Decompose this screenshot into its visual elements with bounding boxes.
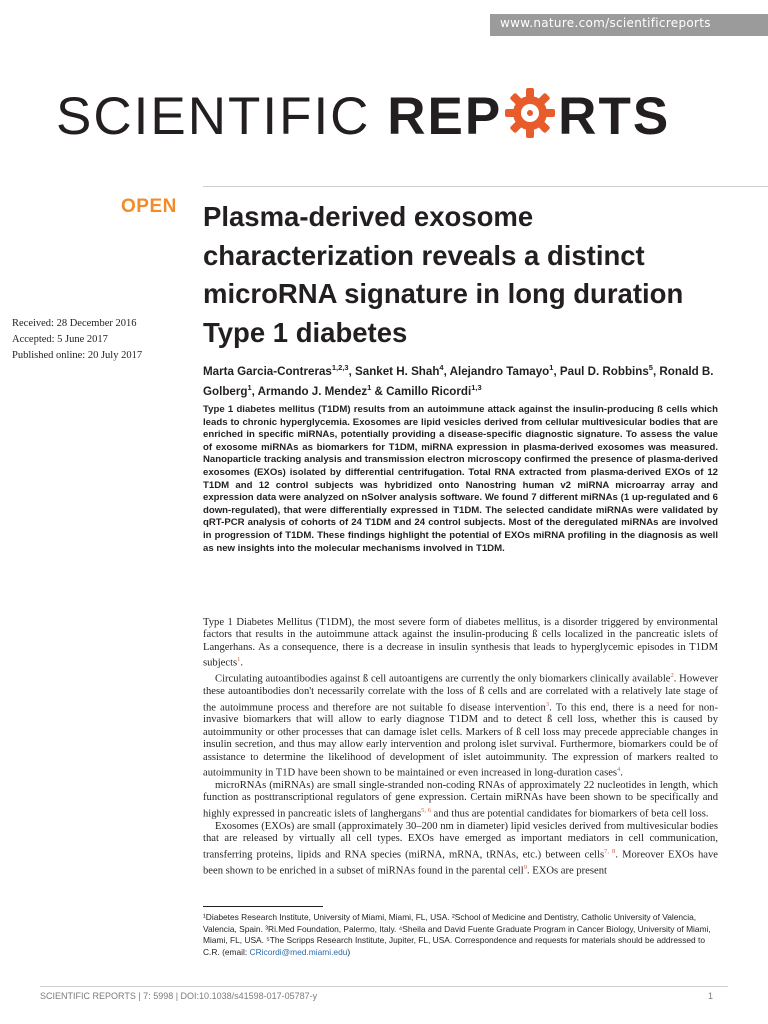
author-affiliation-marker: 5 — [648, 363, 653, 372]
footer-citation: SCIENTIFIC REPORTS | 7: 5998 | DOI:10.1038/s41598-017-05787-y — [40, 991, 318, 1001]
journal-logo-light: SCIENTIFIC — [56, 87, 388, 146]
author-affiliation-marker: 1 — [367, 382, 372, 392]
author-affiliation-marker: 1,2,3 — [331, 363, 349, 372]
journal-url-bar — [490, 14, 768, 36]
correspondence-close: ) — [347, 946, 351, 957]
body-paragraph: Type 1 Diabetes Mellitus (T1DM), the most severe form of diabetes mellitus, is a disorder triggered by environmental factors that results in the autoimmune attack against the insulin-producing ß cells localized in the pancreatic islets of Langerhans. As a consequence, there is a decrease in insulin synthesis that leads to hyperglycemic episodes in T1DM subjects$^1$. — [203, 617, 718, 669]
citation-reference-link[interactable]: 9 — [523, 863, 527, 871]
author-separator: & — [371, 384, 387, 398]
citation-reference-link[interactable]: 4 — [617, 766, 621, 774]
citation-reference-link[interactable]: 1 — [237, 656, 241, 664]
correspondence: Correspondence and requests for materials should be addressed to C.R. (email: — [203, 935, 706, 957]
journal-logo — [56, 82, 670, 152]
journal-url[interactable]: www.nature.com/scientificreports — [500, 16, 711, 30]
author-separator: , — [443, 364, 450, 378]
journal-logo-bold-b: RTS — [558, 87, 671, 146]
author-name: Paul D. Robbins — [559, 364, 649, 378]
citation-reference-link[interactable]: 3 — [545, 700, 550, 708]
author-affiliation-marker: 4 — [439, 363, 444, 372]
author-affiliation-marker: 1 — [549, 363, 554, 372]
body-paragraph: Circulating autoantibodies against ß cell autoantigens are currently the only biomarkers clinically available$^2$. However these autoantibodies don't necessarily correlate with the loss of ß cells and are correlated with a relatively late stage of the autoimmune process and therefore are not suitable fo disease intervention$^3$. To this end, there is a need for non-invasive biomarkers that will allow to early diagnose T1DM and to detect ß cell loss, whether this is caused by autoimmunity or other processes that can damage islet cells. Markers of ß cell loss may precede appreciable changes in insulin secretion, and thus may allow early intervention and prolong islet survival. Furthermore, biomarkers could be of assistance to determine the likelihood of development of islet autoimmunity. The expression of markers realted to autoimmunity in T1D have been shown to be maintained or even increased in long-duration cases$^4$. — [203, 672, 718, 779]
gear-icon — [502, 85, 558, 159]
author-separator: , — [251, 384, 258, 398]
footnote-divider — [203, 906, 323, 907]
footnotes — [203, 912, 718, 958]
author-affiliation-marker: 1,3 — [471, 382, 482, 392]
body-paragraph: Exosomes (EXOs) are small (approximately 30–200 nm in diameter) lipid vesicles derived from multivesicular bodies that are released by virtually all cell types. EXOs have emerged as important mediators in cell communication, transferring proteins, lipids and RNA species (miRNA, mRNA, tRNAs, etc.) between cells$^{7, 8}$. Moreover EXOs have been shown to be enriched in a subset of miRNAs found in the parental cell$^9$. EXOs are present — [203, 820, 718, 877]
journal-logo-bold-a: REP — [387, 87, 503, 146]
author-name: Sanket H. Shah — [355, 364, 440, 378]
body-text — [203, 617, 718, 877]
author-name: Marta Garcia-Contreras — [203, 364, 332, 378]
accepted-date: Accepted: 5 June 2017 — [12, 334, 108, 345]
author-name: Camillo Ricordi — [386, 384, 472, 398]
affiliations: ¹Diabetes Research Institute, University of Miami, Miami, FL, USA. ²School of Medicine and Dentistry, Catholic University of Valencia, Valencia, Spain. ³Ri.Med Foundation, Palermo, Italy. ⁴Sheila and David Fuente Graduate Program in Cancer Biology, University of Miami, Miami, FL, USA. ⁵The Scripps Research Institute, Jupiter, FL, USA. — [203, 912, 711, 946]
author-name: Ronald B. Golberg — [203, 364, 714, 398]
citation-reference-link[interactable]: 2 — [670, 672, 674, 680]
article-title: Plasma-derived exosome characterization reveals a distinct microRNA signature in long duration Type 1 diabetes — [203, 201, 684, 348]
author-list — [203, 360, 723, 400]
received-date: Received: 28 December 2016 — [12, 318, 137, 329]
abstract: Type 1 diabetes mellitus (T1DM) results from an autoimmune attack against the insulin-producing ß cells which leads to chronic hyperglycemia. Exosomes are lipid vesicles derived from cellular multivesicular bodies that are enriched in specific miRNAs, potentially providing a disease-specific diagnostic signature. To assess the value of exosome miRNAs as biomarkers for T1DM, miRNA expression in plasma-derived exosomes was measured. Nanoparticle tracking analysis and transmission electron microscopy confirmed the presence of plasma-derived exosomes (EXOs) isolated by differential centrifugation. Total RNA extracted from plasma-derived EXOs of 12 T1DM and 12 control subjects was hybridized onto Nanostring human v2 miRNA microarray array and expression data were analyzed on nSolver analysis software. We found 7 different miRNAs (1 up-regulated and 6 down-regulated), that were differentially expressed in T1DM. The selected candidate miRNAs were validated by qRT-PCR analysis of cohorts of 24 T1DM and 24 control subjects. Most of the deregulated miRNAs are involved in progression of T1DM. These findings highlight the potential of EXOs miRNA profiling in the diagnosis as well as new insights into the molecular mechanisms involved in T1DM. — [203, 404, 718, 554]
author-name: Alejandro Tamayo — [449, 364, 550, 378]
correspondence-email-link[interactable]: CRicordi@med.miami.edu — [249, 946, 348, 957]
header-divider — [203, 186, 768, 187]
open-access-label: OPEN — [121, 196, 177, 217]
article-dates — [12, 316, 142, 364]
body-paragraph: microRNAs (miRNAs) are small single-stranded non-coding RNAs of approximately 22 nucleotides in length, which function as posttranscriptional regulators of gene expression. Certain miRNAs have been shown to be specifically and highly expressed in pancreatic islets of langhergans$^{5, 6}$ and thus are potential candidates for biomarkers of beta cell loss. — [203, 780, 718, 820]
author-separator: , — [652, 364, 660, 378]
author-separator: , — [553, 364, 560, 378]
author-name: Armando J. Mendez — [257, 384, 368, 398]
citation-reference-link[interactable]: 5, 6 — [421, 806, 431, 814]
footer-divider — [40, 986, 728, 987]
author-affiliation-marker: 1 — [247, 382, 252, 392]
published-date: Published online: 20 July 2017 — [12, 350, 143, 361]
citation-reference-link[interactable]: 7, 8 — [604, 847, 616, 855]
author-separator: , — [348, 364, 356, 378]
page-number: 1 — [708, 991, 714, 1001]
